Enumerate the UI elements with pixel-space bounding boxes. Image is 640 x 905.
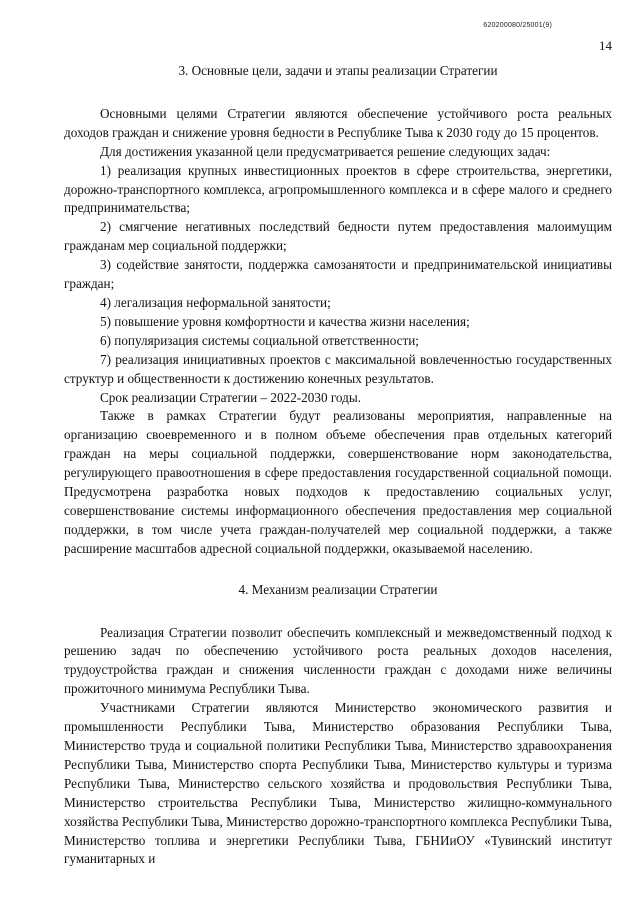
document-body: [64, 56, 612, 869]
task-item-7: 7) реализация инициативных проектов с максимальной вовлеченностью государственных структур и общественности к достижению конечных результатов.: [64, 351, 612, 386]
section-3-paragraph-measures: Также в рамках Стратегии будут реализованы мероприятия, направленные на организацию своевременного и в полном объеме обеспечения прав отдельных категорий граждан на меры социальной поддержки, совершенствование норм законодательства, регулирующего правоотношения в сфере предоставления государственной социальной помощи. Предусмотрена разработка новых подходов к предоставлению социальных услуг, совершенствование системы информационного обеспечения предоставления мер социальной поддержки, в том числе учета граждан-получателей мер социальной поддержки, а также расширение масштабов адресной социальной поддержки, оказываемой населению.: [64, 408, 612, 556]
page-number: 14: [599, 38, 612, 53]
task-item-6: 6) популяризация системы социальной ответственности;: [100, 332, 419, 348]
task-item-2: 2) смягчение негативных последствий бедности путем предоставления малоимущим гражданам мер социальной поддержки;: [64, 219, 612, 254]
section-3-paragraph-tasks-intro: Для достижения указанной цели предусматривается решение следующих задач:: [100, 143, 551, 159]
section-3-paragraph-term: Срок реализации Стратегии – 2022-2030 годы.: [100, 389, 362, 405]
task-item-3: 3) содействие занятости, поддержка самозанятости и предпринимательской инициативы граждан;: [64, 257, 612, 292]
tasks-list: [64, 162, 612, 389]
document-code: 620200080/25001(9): [483, 22, 552, 29]
section-3-paragraph-goals: Основными целями Стратегии являются обеспечение устойчивого роста реальных доходов граждан и снижение уровня бедности в Республике Тыва к 2030 году до 15 процентов.: [64, 105, 612, 140]
section-3-title: 3. Основные цели, задачи и этапы реализации Стратегии: [178, 63, 498, 78]
section-4-paragraph-implementation: Реализация Стратегии позволит обеспечить комплексный и межведомственный подход к решению задач по обеспечению устойчивого роста реальных доходов населения, трудоустройства граждан и снижения численности граждан с доходами ниже величины прожиточного минимума Республики Тыва.: [64, 624, 612, 697]
task-item-5: 5) повышение уровня комфортности и качества жизни населения;: [100, 313, 470, 329]
section-4-title: 4. Механизм реализации Стратегии: [238, 581, 438, 597]
section-4-paragraph-participants: Участниками Стратегии являются Министерство экономического развития и промышленности Республики Тыва, Министерство образования Республики Тыва, Министерство труда и социальной политики Республики Тыва, Министерство здравоохранения Республики Тыва, Министерство спорта Республики Тыва, Министерство культуры и туризма Республики Тыва, Министерство сельского хозяйства и продовольствия Республики Тыва, Министерство строительства Республики Тыва, Министерство жилищно-коммунального хозяйства Республики Тыва, Министерство дорожно-транспортного комплекса Республики Тыва, Министерство топлива и энергетики Республики Тыва, ГБНИиОУ «Тувинский институт гуманитарных и: [64, 700, 612, 867]
task-item-4: 4) легализация неформальной занятости;: [100, 294, 331, 310]
task-item-1: 1) реализация крупных инвестиционных проектов в сфере строительства, энергетики, дорожно-транспортного комплекса, агропромышленного комплекса и в сфере малого и среднего предпринимательства;: [64, 162, 612, 216]
